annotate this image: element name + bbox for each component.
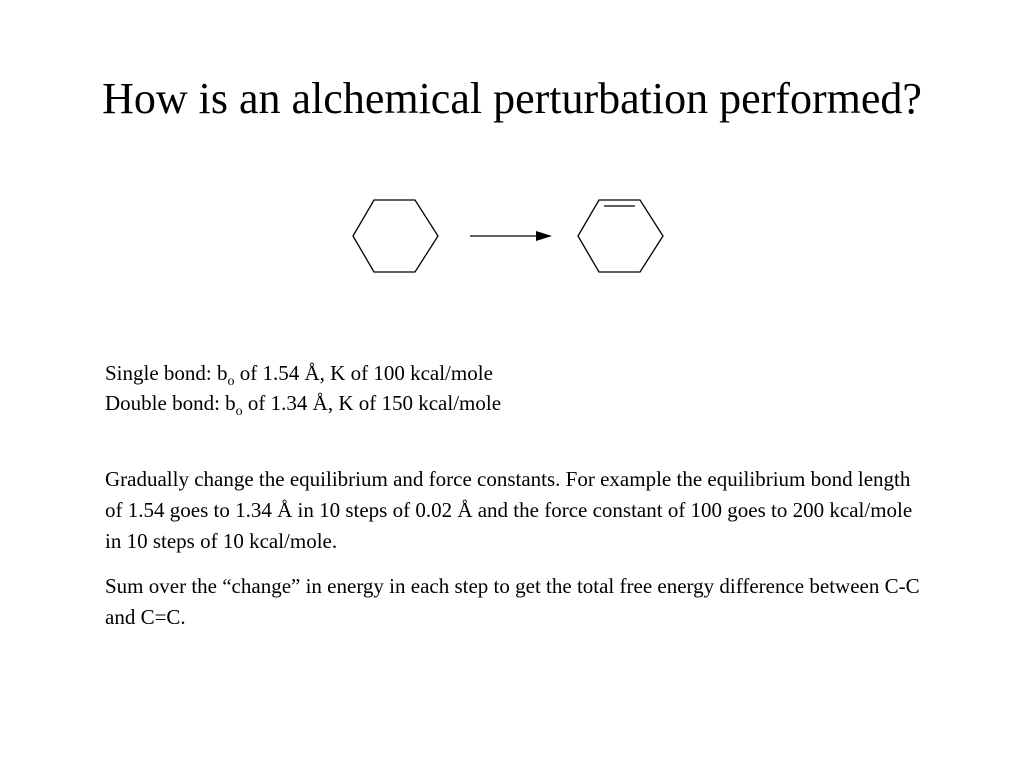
reaction-diagram xyxy=(350,195,670,277)
bond-parameters xyxy=(105,358,925,418)
single-bond-prefix: Single bond: b xyxy=(105,361,228,385)
double-bond-values: of 1.34 Å, K of 150 kcal/mole xyxy=(242,391,502,415)
double-bond-prefix: Double bond: b xyxy=(105,391,236,415)
double-bond-subscript: o xyxy=(235,404,243,419)
slide-title: How is an alchemical perturbation performed? xyxy=(102,74,922,123)
double-bond-line xyxy=(105,388,925,418)
paragraph-gradual-change: Gradually change the equilibrium and force constants. For example the equilibrium bond length of 1.54 goes to 1.34 Å in 10 steps of 0.02 Å and the force constant of 100 goes to 200 kcal/mole in 10 steps of 10 kcal/mole. xyxy=(105,467,913,553)
single-bond-values: of 1.54 Å, K of 100 kcal/mole xyxy=(234,361,493,385)
cyclohexene-structure-icon xyxy=(578,200,663,272)
single-bond-subscript: o xyxy=(227,374,235,389)
right-arrow-icon xyxy=(470,231,552,241)
single-bond-line xyxy=(105,358,925,388)
paragraph-sum-energy: Sum over the “change” in energy in each step to get the total free energy difference between C-C and C=C. xyxy=(105,574,920,629)
cyclohexane-structure-icon xyxy=(353,200,438,272)
